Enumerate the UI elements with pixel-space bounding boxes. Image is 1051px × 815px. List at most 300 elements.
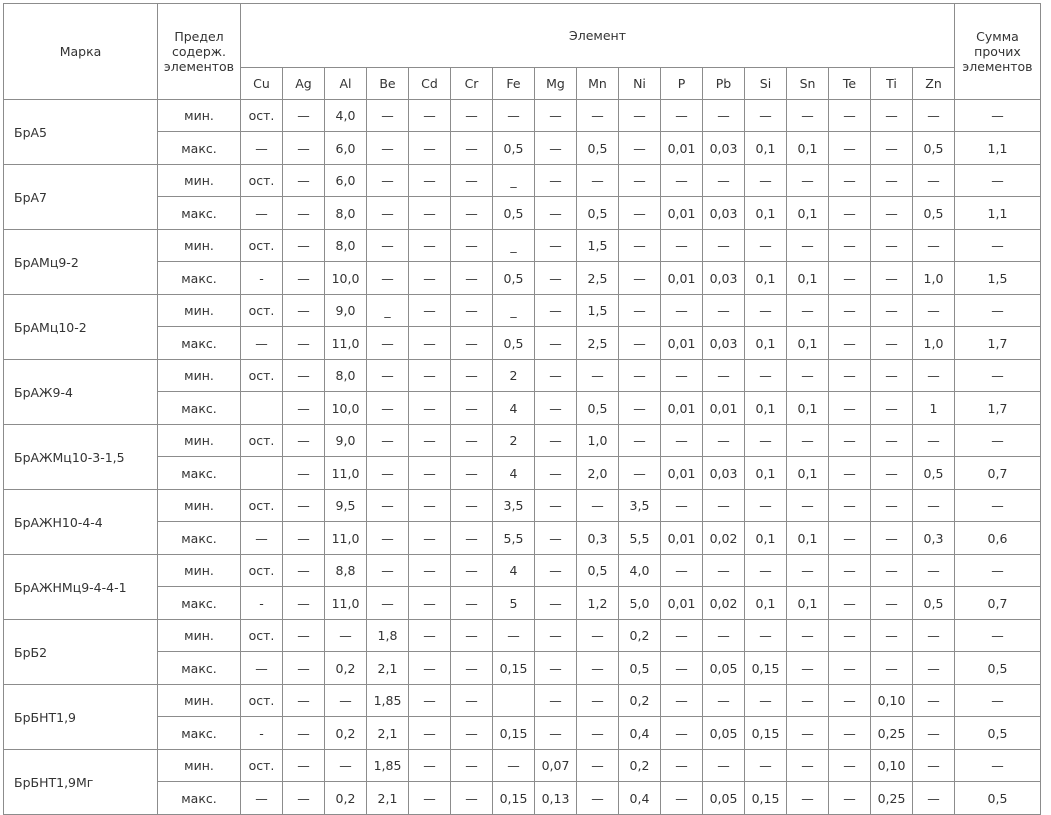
value-cell-mg: — [535,717,577,750]
value-cell-si: — [745,165,787,197]
value-cell-zn: 0,3 [913,522,955,555]
limit-label-cell: макс. [158,262,241,295]
sum-cell: — [955,490,1041,522]
grade-mark-cell: БрАЖМц10-3-1,5 [4,425,158,490]
value-cell-cd: — [409,782,451,815]
value-cell-mn: 1,5 [577,230,619,262]
value-cell-mn: 0,3 [577,522,619,555]
value-cell-ti: — [871,620,913,652]
value-cell-cu: ост. [241,685,283,717]
value-cell-ni: — [619,360,661,392]
value-cell-al: 10,0 [325,262,367,295]
value-cell-ti: 0,10 [871,685,913,717]
value-cell-al: 6,0 [325,132,367,165]
value-cell-fe: 2 [493,425,535,457]
value-cell-pb: — [703,295,745,327]
sum-cell: 0,6 [955,522,1041,555]
header-element-be: Be [367,68,409,100]
value-cell-mg: — [535,555,577,587]
value-cell-cd: — [409,587,451,620]
value-cell-cu: - [241,717,283,750]
value-cell-zn: — [913,685,955,717]
value-cell-pb: — [703,230,745,262]
sum-cell: 1,1 [955,197,1041,230]
value-cell-fe: 4 [493,392,535,425]
value-cell-si: 0,1 [745,587,787,620]
limit-label-cell: макс. [158,197,241,230]
header-element-ni: Ni [619,68,661,100]
sum-cell: — [955,230,1041,262]
limit-label-cell: макс. [158,652,241,685]
value-cell-be: 1,85 [367,750,409,782]
value-cell-cr: — [451,230,493,262]
value-cell-sn: — [787,555,829,587]
value-cell-ti: 0,25 [871,717,913,750]
value-cell-cd: — [409,197,451,230]
value-cell-si: — [745,425,787,457]
table-row [4,327,1041,360]
value-cell-cr: — [451,392,493,425]
value-cell-cr: — [451,490,493,522]
value-cell-be: 2,1 [367,782,409,815]
value-cell-pb: 0,05 [703,717,745,750]
value-cell-cr: — [451,197,493,230]
value-cell-te: — [829,132,871,165]
header-element-p: P [661,68,703,100]
value-cell-ni: — [619,457,661,490]
value-cell-te: — [829,197,871,230]
value-cell-si: 0,1 [745,197,787,230]
grade-mark-cell: БрАМц10-2 [4,295,158,360]
value-cell-ni: 0,2 [619,750,661,782]
value-cell-cd: — [409,100,451,132]
value-cell-be: _ [367,295,409,327]
value-cell-zn: — [913,750,955,782]
value-cell-te: — [829,327,871,360]
value-cell-p: — [661,620,703,652]
value-cell-cd: — [409,620,451,652]
value-cell-al: 9,0 [325,295,367,327]
value-cell-cr: — [451,652,493,685]
header-element-si: Si [745,68,787,100]
value-cell-mg: — [535,522,577,555]
value-cell-al: — [325,620,367,652]
value-cell-fe: — [493,750,535,782]
header-element-mg: Mg [535,68,577,100]
value-cell-fe: 0,15 [493,652,535,685]
limit-label-cell: мин. [158,165,241,197]
limit-label-cell: мин. [158,100,241,132]
value-cell-cu: — [241,522,283,555]
value-cell-sn: 0,1 [787,587,829,620]
limit-label-cell: мин. [158,230,241,262]
value-cell-pb: — [703,425,745,457]
value-cell-cu [241,457,283,490]
value-cell-ti: — [871,165,913,197]
value-cell-p: 0,01 [661,457,703,490]
value-cell-si: — [745,360,787,392]
value-cell-mg: — [535,685,577,717]
value-cell-si: — [745,100,787,132]
header-element-al: Al [325,68,367,100]
value-cell-sn: — [787,685,829,717]
value-cell-zn: — [913,782,955,815]
header-element-ag: Ag [283,68,325,100]
value-cell-cr: — [451,522,493,555]
value-cell-cr: — [451,295,493,327]
table-row [4,230,1041,262]
grade-mark-cell: БрБНТ1,9 [4,685,158,750]
value-cell-ti: — [871,392,913,425]
value-cell-be: — [367,100,409,132]
value-cell-cd: — [409,425,451,457]
value-cell-ag: — [283,522,325,555]
table-row [4,197,1041,230]
table-row [4,262,1041,295]
value-cell-be: 1,8 [367,620,409,652]
header-element-cu: Cu [241,68,283,100]
value-cell-si: — [745,295,787,327]
value-cell-al: 0,2 [325,782,367,815]
sum-cell: 1,5 [955,262,1041,295]
header-element-pb: Pb [703,68,745,100]
value-cell-p: — [661,685,703,717]
sum-cell: 0,5 [955,782,1041,815]
value-cell-sn: — [787,360,829,392]
table-row [4,132,1041,165]
value-cell-ti: — [871,295,913,327]
value-cell-mn: 0,5 [577,132,619,165]
value-cell-cu: — [241,652,283,685]
grade-mark-cell: БрАЖН10-4-4 [4,490,158,555]
value-cell-p: 0,01 [661,327,703,360]
value-cell-ag: — [283,490,325,522]
sum-cell: 0,7 [955,457,1041,490]
value-cell-sn: 0,1 [787,262,829,295]
sum-cell: 0,7 [955,587,1041,620]
value-cell-mn: 1,0 [577,425,619,457]
value-cell-sn: 0,1 [787,522,829,555]
value-cell-mg: — [535,165,577,197]
value-cell-fe: 0,5 [493,262,535,295]
value-cell-ti: — [871,652,913,685]
value-cell-cd: — [409,685,451,717]
value-cell-fe: 3,5 [493,490,535,522]
value-cell-mg: — [535,490,577,522]
limit-label-cell: мин. [158,490,241,522]
value-cell-al: 9,0 [325,425,367,457]
value-cell-sn: — [787,490,829,522]
value-cell-te: — [829,262,871,295]
value-cell-cu [241,392,283,425]
value-cell-mn: — [577,717,619,750]
value-cell-be: — [367,555,409,587]
value-cell-fe: — [493,620,535,652]
value-cell-cu: ост. [241,555,283,587]
value-cell-al: 8,0 [325,197,367,230]
table-row [4,555,1041,587]
grade-mark-cell: БрА5 [4,100,158,165]
value-cell-zn: — [913,425,955,457]
value-cell-si: 0,1 [745,522,787,555]
value-cell-cd: — [409,132,451,165]
value-cell-mn: 1,5 [577,295,619,327]
value-cell-cr: — [451,555,493,587]
value-cell-zn: — [913,230,955,262]
value-cell-zn: — [913,360,955,392]
table-row [4,717,1041,750]
value-cell-al: 11,0 [325,457,367,490]
value-cell-fe: _ [493,295,535,327]
value-cell-ni: — [619,262,661,295]
value-cell-be: — [367,522,409,555]
value-cell-mg: — [535,230,577,262]
value-cell-cd: — [409,457,451,490]
value-cell-ag: — [283,555,325,587]
value-cell-ti: 0,10 [871,750,913,782]
value-cell-p: — [661,717,703,750]
value-cell-zn: 1,0 [913,262,955,295]
table-row [4,522,1041,555]
composition-table-wrapper [3,3,1041,815]
grade-mark-cell: БрАЖ9-4 [4,360,158,425]
value-cell-mn: 2,5 [577,262,619,295]
value-cell-te: — [829,425,871,457]
value-cell-fe: — [493,100,535,132]
value-cell-sn: — [787,782,829,815]
sum-cell: — [955,425,1041,457]
sum-cell: 0,5 [955,717,1041,750]
value-cell-si: 0,1 [745,392,787,425]
limit-label-cell: мин. [158,360,241,392]
value-cell-be: — [367,587,409,620]
value-cell-si: — [745,555,787,587]
value-cell-zn: — [913,490,955,522]
value-cell-mn: 0,5 [577,197,619,230]
value-cell-si: — [745,620,787,652]
value-cell-zn: — [913,295,955,327]
value-cell-sn: 0,1 [787,327,829,360]
value-cell-ag: — [283,457,325,490]
value-cell-mn: 2,0 [577,457,619,490]
value-cell-cr: — [451,132,493,165]
value-cell-mg: — [535,132,577,165]
value-cell-mg: — [535,587,577,620]
value-cell-be: — [367,165,409,197]
value-cell-mn: — [577,165,619,197]
value-cell-fe: 2 [493,360,535,392]
value-cell-cu: - [241,587,283,620]
value-cell-te: — [829,587,871,620]
value-cell-ti: 0,25 [871,782,913,815]
value-cell-cd: — [409,295,451,327]
value-cell-ti: — [871,522,913,555]
value-cell-cr: — [451,100,493,132]
value-cell-si: 0,15 [745,782,787,815]
value-cell-fe: 0,5 [493,132,535,165]
value-cell-cd: — [409,717,451,750]
value-cell-ni: 3,5 [619,490,661,522]
value-cell-al: 8,0 [325,230,367,262]
value-cell-be: 2,1 [367,652,409,685]
header-element-fe: Fe [493,68,535,100]
value-cell-mn: — [577,360,619,392]
value-cell-cu: ост. [241,165,283,197]
value-cell-sn: — [787,100,829,132]
value-cell-ti: — [871,230,913,262]
value-cell-pb: 0,02 [703,587,745,620]
value-cell-ni: 4,0 [619,555,661,587]
value-cell-al: 4,0 [325,100,367,132]
value-cell-sn: — [787,620,829,652]
sum-cell: — [955,165,1041,197]
value-cell-si: 0,1 [745,132,787,165]
table-row [4,457,1041,490]
value-cell-pb: 0,03 [703,262,745,295]
value-cell-be: — [367,327,409,360]
value-cell-pb: — [703,360,745,392]
value-cell-te: — [829,490,871,522]
value-cell-si: — [745,750,787,782]
value-cell-sn: — [787,295,829,327]
value-cell-sn: 0,1 [787,132,829,165]
header-element-te: Te [829,68,871,100]
value-cell-ag: — [283,620,325,652]
value-cell-sn: — [787,425,829,457]
sum-cell: — [955,620,1041,652]
value-cell-be: 1,85 [367,685,409,717]
limit-label-cell: макс. [158,522,241,555]
value-cell-zn: — [913,100,955,132]
value-cell-cu: ост. [241,230,283,262]
value-cell-p: — [661,425,703,457]
value-cell-ti: — [871,587,913,620]
value-cell-ag: — [283,717,325,750]
header-element-zn: Zn [913,68,955,100]
value-cell-si: — [745,685,787,717]
composition-table [3,3,1041,815]
value-cell-ti: — [871,327,913,360]
limit-label-cell: макс. [158,587,241,620]
value-cell-zn: 0,5 [913,457,955,490]
value-cell-sn: — [787,717,829,750]
value-cell-ag: — [283,425,325,457]
value-cell-te: — [829,620,871,652]
value-cell-mg: — [535,620,577,652]
value-cell-ag: — [283,295,325,327]
value-cell-sn: 0,1 [787,197,829,230]
value-cell-ag: — [283,782,325,815]
value-cell-p: — [661,360,703,392]
value-cell-be: — [367,132,409,165]
value-cell-al: 11,0 [325,522,367,555]
value-cell-zn: — [913,165,955,197]
value-cell-cu: ост. [241,295,283,327]
value-cell-ag: — [283,750,325,782]
value-cell-cd: — [409,522,451,555]
value-cell-ni: — [619,230,661,262]
value-cell-zn: 0,5 [913,197,955,230]
value-cell-cr: — [451,620,493,652]
value-cell-be: — [367,392,409,425]
value-cell-ti: — [871,197,913,230]
value-cell-ag: — [283,685,325,717]
value-cell-ti: — [871,132,913,165]
value-cell-ag: — [283,262,325,295]
value-cell-mn: — [577,652,619,685]
table-row [4,652,1041,685]
value-cell-ti: — [871,262,913,295]
value-cell-al: 8,8 [325,555,367,587]
value-cell-ni: 5,0 [619,587,661,620]
value-cell-zn: 1 [913,392,955,425]
value-cell-fe: 4 [493,457,535,490]
value-cell-sn: — [787,652,829,685]
value-cell-cr: — [451,587,493,620]
value-cell-ni: — [619,392,661,425]
value-cell-al: 10,0 [325,392,367,425]
value-cell-be: — [367,230,409,262]
value-cell-ni: 0,2 [619,685,661,717]
value-cell-te: — [829,100,871,132]
value-cell-cu: — [241,197,283,230]
grade-mark-cell: БрБНТ1,9Мг [4,750,158,815]
value-cell-al: 0,2 [325,717,367,750]
value-cell-p: 0,01 [661,197,703,230]
value-cell-ag: — [283,392,325,425]
value-cell-p: — [661,100,703,132]
value-cell-mg: 0,07 [535,750,577,782]
value-cell-pb: — [703,100,745,132]
limit-label-cell: макс. [158,782,241,815]
value-cell-mg: — [535,457,577,490]
sum-cell: 0,5 [955,652,1041,685]
value-cell-ni: 0,4 [619,782,661,815]
table-row [4,750,1041,782]
table-row [4,360,1041,392]
value-cell-mn: — [577,685,619,717]
value-cell-mn: — [577,100,619,132]
value-cell-be: — [367,490,409,522]
value-cell-te: — [829,522,871,555]
value-cell-al: — [325,685,367,717]
value-cell-sn: 0,1 [787,457,829,490]
value-cell-pb: 0,03 [703,327,745,360]
sum-cell: 1,1 [955,132,1041,165]
value-cell-cu: ост. [241,620,283,652]
value-cell-be: — [367,425,409,457]
value-cell-p: — [661,782,703,815]
value-cell-p: — [661,165,703,197]
grade-mark-cell: БрА7 [4,165,158,230]
table-row [4,685,1041,717]
value-cell-mn: 2,5 [577,327,619,360]
value-cell-ni: 0,2 [619,620,661,652]
value-cell-fe: 0,5 [493,327,535,360]
value-cell-ti: — [871,555,913,587]
grade-mark-cell: БрБ2 [4,620,158,685]
value-cell-p: — [661,230,703,262]
value-cell-ti: — [871,457,913,490]
value-cell-pb: — [703,750,745,782]
value-cell-cr: — [451,262,493,295]
table-row [4,100,1041,132]
value-cell-cr: — [451,457,493,490]
value-cell-mg: — [535,360,577,392]
header-element-cr: Cr [451,68,493,100]
value-cell-fe: 0,15 [493,717,535,750]
value-cell-mg: — [535,652,577,685]
